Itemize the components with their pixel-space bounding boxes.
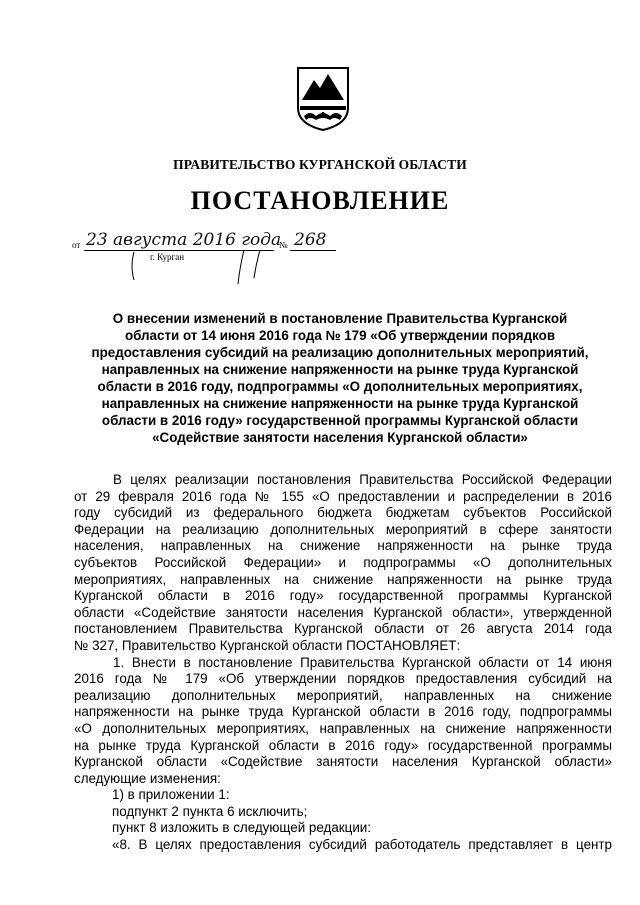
body-line: 2016 года № 179 «Об утверждении порядков предоставления субсидий на [74, 671, 612, 687]
body-line: реализацию дополнительных мероприятий, направленных на снижение [74, 687, 612, 703]
document-title [60, 310, 620, 446]
body-line: на рынке труда Курганской области в 2016 году» государственной программы [74, 737, 612, 753]
title-line: направленных на снижение напряженности на рынке труда Курганской [101, 396, 579, 411]
title-line: области от 14 июня 2016 года № 179 «Об утверждении порядков [124, 328, 556, 343]
number-prefix: № [279, 240, 288, 250]
body-line: В целях реализации постановления Правительства Российской Федерации [113, 472, 612, 487]
city: г. Курган [150, 252, 185, 262]
body-line: от 29 февраля 2016 года № 155 «О предоставлении и распределении в 2016 [74, 488, 612, 504]
handwritten-strokes-icon [126, 238, 276, 288]
title-line: О внесении изменений в постановление Правительства Курганской [112, 311, 568, 326]
number-underline [290, 250, 336, 251]
title-line: направленных на снижение напряженности на рынке труда Курганской [101, 362, 579, 377]
government-name: ПРАВИТЕЛЬСТВО КУРГАНСКОЙ ОБЛАСТИ [173, 157, 467, 172]
body-line: мероприятиях, направленных на снижение напряженности на рынке труда [74, 571, 612, 587]
title-line: области в 2016 году» государственной программы Курганской области [101, 413, 579, 428]
handwritten-number: 268 [294, 230, 327, 250]
body-line: напряженности на рынке труда Курганской области в 2016 году, подпрограммы [74, 704, 612, 720]
body-line: № 327, Правительство Курганской области ПОСТАНОВЛЯЕТ: [74, 637, 461, 653]
body-line: «О дополнительных мероприятиях, направленных на снижение напряженности [74, 720, 612, 736]
title-line: области в 2016 году, подпрограммы «О дополнительных мероприятиях, [97, 379, 583, 394]
title-line: предоставления субсидий на реализацию дополнительных мероприятий, [91, 345, 589, 360]
document-body [74, 472, 612, 854]
body-line: Федерации на реализацию дополнительных мероприятий в сфере занятости [74, 521, 612, 537]
date-prefix: от [72, 240, 81, 250]
body-line: Курганской области в 2016 году» государственной программы Курганской [74, 588, 612, 604]
coat-of-arms-icon [296, 66, 350, 132]
body-line: Курганской области «Содействие занятости населения Курганской области» [74, 754, 612, 770]
handwritten-date: 23 августа 2016 года [86, 230, 282, 250]
body-line: следующие изменения: [74, 770, 221, 786]
body-line: 1) в приложении 1: [112, 787, 230, 803]
body-line: населения, направленных на снижение напряженности на рынке труда [74, 538, 612, 554]
body-line: пункт 8 изложить в следующей редакции: [112, 820, 371, 836]
body-line: подпункт 2 пункта 6 исключить; [112, 803, 308, 819]
body-line: области «Содействие занятости населения Курганской области», утвержденной [74, 604, 612, 620]
body-line: постановлением Правительства Курганской области от 26 августа 2014 года [74, 621, 612, 637]
body-line: «8. В целях предоставления субсидий работодатель представляет в центр [112, 837, 612, 853]
title-line: «Содействие занятости населения Курганской области» [152, 430, 528, 445]
document-type: ПОСТАНОВЛЕНИЕ [190, 186, 450, 215]
body-line: субъектов Российской Федерации» и подпрограммы «О дополнительных [74, 554, 612, 570]
body-line: 1. Внести в постановление Правительства Курганской области от 14 июня [113, 654, 612, 670]
body-line: году субсидий из федерального бюджета бюджетам субъектов Российской [74, 505, 612, 521]
